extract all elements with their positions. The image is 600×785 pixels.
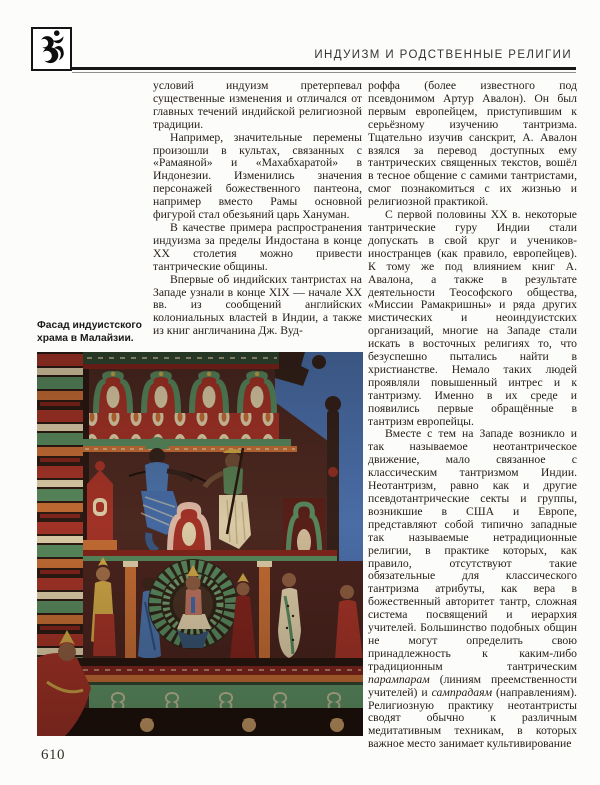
temple-photo [37,352,363,736]
header-rule [72,67,576,70]
temple-photo-illustration [37,352,363,736]
figure-caption: Фасад индуистского храма в Малайзии. [37,320,142,344]
page-number: 610 [41,747,65,763]
om-icon [31,27,72,71]
paragraph: Впервые об индийских тантристах на Западе узнали в конце XIX — начале XX вв. из сообщений английских колониальных властей в Индии, а также из книг англичанина Дж. Вуд- [153,272,362,338]
paragraph: условий индуизм претерпевал существенные изменения и отличался от главных течений индийской религиозной традиции. [153,79,362,131]
photo-vignette [37,352,363,736]
right-text-column [368,80,577,751]
paragraph: роффа (более известного под псевдонимом Артур Авалон). Он был первым европейцем, приступившим к серьёзному изучению тантризма. Тщательно изучив санскрит, А. Авалон взялся за перевод доступных ему тантрических священных текстов, вошёл в тесное общение с самими тантристами, смог познакомиться с их жизнью и религиозной практикой. [368,79,577,209]
left-text-column [153,80,362,338]
running-header-title: ИНДУИЗМ И РОДСТВЕННЫЕ РЕЛИГИИ [314,49,572,61]
paragraph: С первой половины XX в. некоторые тантрические гуру Индии стали допускать в свой круг и учеников-иностранцев (как правило, европейцев). К тому же под влиянием книг А. Авалона, а также в результате деятельности Теософского общества, «Миссии Рамакришны» и ряда других мистических и неоиндуистских организаций, многие на Западе стали искать в восточных религиях то, что безуспешно пытались найти в христианстве. Немало таких людей проявляли повышенный интрес и к тантризму. Именно в их среде и появились первые обращённые в тантризм европейцы. [368,208,577,428]
paragraph: В качестве примера распространения индуизма за пределы Индостана в конце XX столетия можно привести тантрические общины. [153,220,362,273]
paragraph: Вместе с тем на Западе возникло и так называемое неотантрическое движение, мало связанное с классическим тантризмом Индии. Неотантризм, равно как и другие псевдотантрические секты и группы, возникшие в США и Европе, представляют собой типично западные так называемые нетрадиционные религии, в практике которых, как правило, отсутствуют такие обязательные для классического тантризма атрибуты, как вера в божественный авторитет тантр, сложная система посвящений и иерархия учителей. Большинство подобных общин не могут определить свою принадлежность к каким-либо традиционным тантрическим парампарам (линиям преемственности учителей) и сампрадаям (направлениям). Религиозную практику неотантристы сводят обычно к различным медитативным техникам, в которых важное место занимает культивирование [368,427,577,751]
om-symbol-glyph [33,29,70,69]
paragraph: Например, значительные перемены произошли в культах, связанных с «Рамаяной» и «Махабхаратой» в Индонезии. Изменились значения персонажей божественного пантеона, например вместо Рамы основной фигурой стал обезьяний царь Хануман. [153,130,362,222]
header-rule-shadow [72,72,576,73]
